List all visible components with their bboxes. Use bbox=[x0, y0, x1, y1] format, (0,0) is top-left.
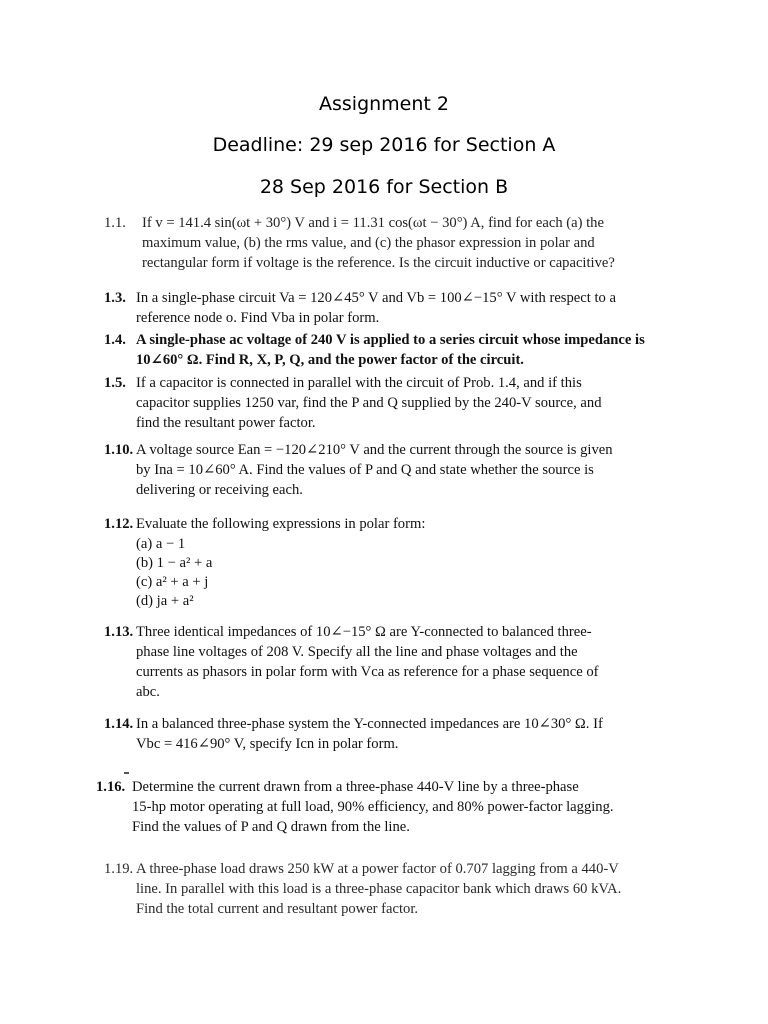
problem-number: 1.16. bbox=[96, 779, 126, 795]
problem-1-3 bbox=[104, 288, 659, 330]
problem-line: If a capacitor is connected in parallel with the circuit of Prob. 1.4, and if this bbox=[136, 375, 582, 391]
problem-1-4 bbox=[104, 330, 659, 372]
problem-line: If v = 141.4 sin(ωt + 30°) V and i = 11.31 cos(ωt − 30°) A, find for each (a) the bbox=[142, 215, 604, 231]
problem-1-16 bbox=[96, 777, 658, 839]
problem-line: Find the values of P and Q drawn from the line. bbox=[132, 819, 410, 835]
problem-1-5 bbox=[104, 373, 659, 435]
problem-line: Determine the current drawn from a three-phase 440-V line by a three-phase bbox=[132, 779, 579, 795]
problem-line: 15-hp motor operating at full load, 90% efficiency, and 80% power-factor lagging. bbox=[132, 799, 614, 815]
deadline-section-b: 28 Sep 2016 for Section B bbox=[259, 176, 509, 198]
problem-line: capacitor supplies 1250 var, find the P and Q supplied by the 240-V source, and bbox=[136, 395, 602, 411]
problem-line: A three-phase load draws 250 kW at a power factor of 0.707 lagging from a 440-V bbox=[136, 861, 619, 877]
problem-line: phase line voltages of 208 V. Specify all the line and phase voltages and the bbox=[136, 644, 578, 660]
problem-line: rectangular form if voltage is the reference. Is the circuit inductive or capacitive? bbox=[142, 255, 615, 271]
problem-1-1 bbox=[104, 213, 659, 275]
problem-line: 10∠60° Ω. Find R, X, P, Q, and the power factor of the circuit. bbox=[136, 352, 524, 368]
problem-line: currents as phasors in polar form with Vca as reference for a phase sequence of bbox=[136, 664, 599, 680]
problem-1-19 bbox=[104, 859, 656, 921]
problem-line: Evaluate the following expressions in polar form: bbox=[136, 516, 426, 532]
part-a: (a) a − 1 bbox=[136, 536, 186, 552]
problem-number: 1.12. bbox=[104, 516, 134, 532]
problem-line: maximum value, (b) the rms value, and (c) the phasor expression in polar and bbox=[142, 235, 595, 251]
problem-line: Find the total current and resultant power factor. bbox=[136, 901, 419, 917]
part-b: (b) 1 − a² + a bbox=[136, 555, 213, 571]
problem-line: Three identical impedances of 10∠−15° Ω are Y-connected to balanced three- bbox=[136, 624, 592, 640]
part-d: (d) ja + a² bbox=[136, 593, 194, 609]
problem-number: 1.10. bbox=[104, 442, 134, 458]
problem-1-10 bbox=[104, 440, 659, 502]
problem-line: In a single-phase circuit Va = 120∠45° V and Vb = 100∠−15° V with respect to a bbox=[136, 290, 616, 306]
problem-1-12 bbox=[104, 514, 659, 536]
problem-number: 1.4. bbox=[104, 332, 126, 348]
part-c: (c) a² + a + j bbox=[136, 574, 209, 590]
problem-line: by Ina = 10∠60° A. Find the values of P and Q and state whether the source is bbox=[136, 462, 594, 478]
problem-1-13 bbox=[104, 622, 659, 704]
problem-line: find the resultant power factor. bbox=[136, 415, 316, 431]
problem-line: In a balanced three-phase system the Y-connected impedances are 10∠30° Ω. If bbox=[136, 716, 603, 732]
problem-number: 1.5. bbox=[104, 375, 126, 391]
problem-number: 1.13. bbox=[104, 624, 134, 640]
problem-number: 1.3. bbox=[104, 290, 126, 306]
problem-1-14 bbox=[104, 714, 659, 756]
problem-line: A voltage source Ean = −120∠210° V and the current through the source is given bbox=[136, 442, 613, 458]
problem-line: line. In parallel with this load is a three-phase capacitor bank which draws 60 kVA. bbox=[136, 881, 622, 897]
scan-mark bbox=[124, 772, 129, 774]
problem-number: 1.1. bbox=[104, 215, 126, 231]
problem-line: abc. bbox=[136, 684, 160, 700]
problem-number: 1.14. bbox=[104, 716, 134, 732]
problem-line: reference node o. Find Vba in polar form. bbox=[136, 310, 380, 326]
deadline-section-a: Deadline: 29 sep 2016 for Section A bbox=[212, 134, 556, 156]
problem-number: 1.19. bbox=[104, 861, 134, 877]
assignment-title: Assignment 2 bbox=[319, 93, 449, 115]
problem-1-12-parts bbox=[136, 535, 212, 611]
problem-line: Vbc = 416∠90° V, specify Icn in polar form. bbox=[136, 736, 399, 752]
problem-line: delivering or receiving each. bbox=[136, 482, 303, 498]
problem-line: A single-phase ac voltage of 240 V is applied to a series circuit whose impedance is bbox=[136, 332, 645, 348]
